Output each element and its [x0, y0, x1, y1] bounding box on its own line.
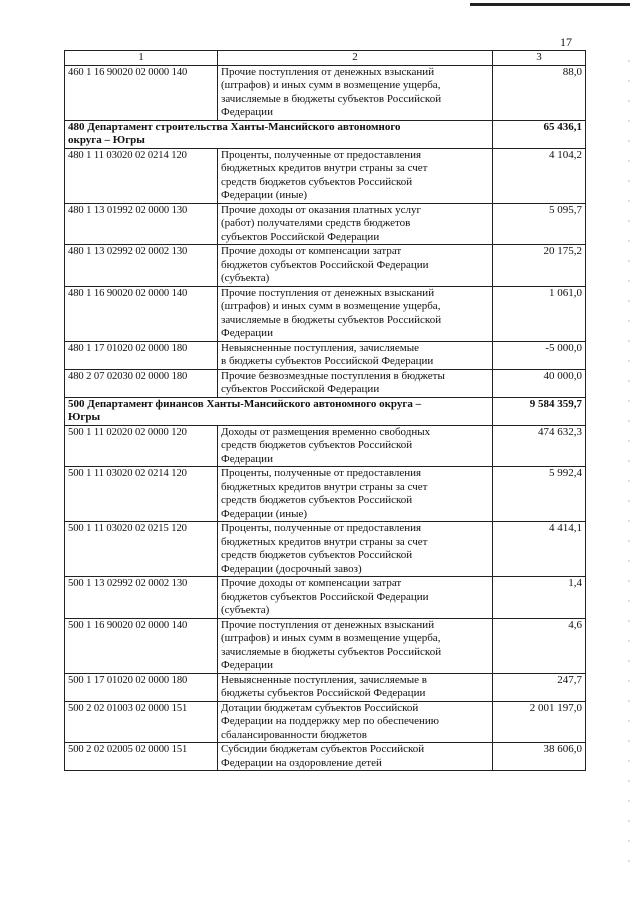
amount: 1 061,0	[493, 286, 586, 341]
table-row	[65, 286, 586, 341]
budget-code: 500 2 02 01003 02 0000 151	[65, 701, 218, 743]
header-col-3: 3	[493, 51, 586, 66]
revenue-description: Доходы от размещения временно свободных средств бюджетов субъектов Российской Федерации	[218, 425, 493, 467]
table-row	[65, 467, 586, 522]
scan-edge-marks	[628, 60, 630, 880]
budget-code: 480 1 11 03020 02 0214 120	[65, 148, 218, 203]
revenue-description: Прочие поступления от денежных взысканий (штрафов) и иных сумм в возмещение ущерба, зачисляемые в бюджеты субъектов Российской Федерации	[218, 618, 493, 673]
department-name: 500 Департамент финансов Ханты-Мансийского автономного округа – Югры	[65, 397, 493, 425]
header-col-2: 2	[218, 51, 493, 66]
revenue-description: Прочие доходы от компенсации затрат бюджетов субъектов Российской Федерации (субъекта)	[218, 577, 493, 619]
table-row	[65, 203, 586, 245]
amount: 2 001 197,0	[493, 701, 586, 743]
revenue-description: Проценты, полученные от предоставления бюджетных кредитов внутри страны за счет средств бюджетов субъектов Российской Федерации (иные)	[218, 148, 493, 203]
amount: 40 000,0	[493, 369, 586, 397]
table-row	[65, 65, 586, 120]
department-row	[65, 397, 586, 425]
amount: 38 606,0	[493, 743, 586, 771]
revenue-description: Прочие безвозмездные поступления в бюджеты субъектов Российской Федерации	[218, 369, 493, 397]
budget-revenue-table	[64, 50, 586, 771]
table-row	[65, 148, 586, 203]
table-row	[65, 673, 586, 701]
budget-code: 480 1 13 01992 02 0000 130	[65, 203, 218, 245]
table-row	[65, 245, 586, 287]
amount: 5 992,4	[493, 467, 586, 522]
amount: -5 000,0	[493, 341, 586, 369]
revenue-description: Прочие поступления от денежных взысканий (штрафов) и иных сумм в возмещение ущерба, зачисляемые в бюджеты субъектов Российской Федерации	[218, 65, 493, 120]
budget-code: 480 1 17 01020 02 0000 180	[65, 341, 218, 369]
table-row	[65, 618, 586, 673]
budget-code: 500 1 11 03020 02 0214 120	[65, 467, 218, 522]
header-col-1: 1	[65, 51, 218, 66]
revenue-description: Проценты, полученные от предоставления бюджетных кредитов внутри страны за счет средств бюджетов субъектов Российской Федерации (досрочный завоз)	[218, 522, 493, 577]
revenue-description: Проценты, полученные от предоставления бюджетных кредитов внутри страны за счет средств бюджетов субъектов Российской Федерации (иные)	[218, 467, 493, 522]
amount: 4,6	[493, 618, 586, 673]
budget-code: 500 2 02 02005 02 0000 151	[65, 743, 218, 771]
revenue-description: Прочие доходы от компенсации затрат бюджетов субъектов Российской Федерации (субъекта)	[218, 245, 493, 287]
table-row	[65, 577, 586, 619]
budget-code: 500 1 16 90020 02 0000 140	[65, 618, 218, 673]
table-row	[65, 425, 586, 467]
top-edge-rule	[470, 3, 630, 6]
amount: 20 175,2	[493, 245, 586, 287]
revenue-description: Невыясненные поступления, зачисляемые в бюджеты субъектов Российской Федерации	[218, 673, 493, 701]
budget-code: 500 1 11 02020 02 0000 120	[65, 425, 218, 467]
amount: 1,4	[493, 577, 586, 619]
amount: 5 095,7	[493, 203, 586, 245]
amount: 4 104,2	[493, 148, 586, 203]
department-row	[65, 120, 586, 148]
revenue-description: Невыясненные поступления, зачисляемые в бюджеты субъектов Российской Федерации	[218, 341, 493, 369]
revenue-description: Субсидии бюджетам субъектов Российской Федерации на оздоровление детей	[218, 743, 493, 771]
budget-code: 500 1 17 01020 02 0000 180	[65, 673, 218, 701]
table-row	[65, 701, 586, 743]
budget-code: 480 1 13 02992 02 0002 130	[65, 245, 218, 287]
department-total: 9 584 359,7	[493, 397, 586, 425]
table-row	[65, 522, 586, 577]
amount: 88,0	[493, 65, 586, 120]
amount: 4 414,1	[493, 522, 586, 577]
revenue-description: Прочие доходы от оказания платных услуг (работ) получателями средств бюджетов субъектов Российской Федерации	[218, 203, 493, 245]
page-number: 17	[560, 35, 572, 49]
table-row	[65, 743, 586, 771]
department-total: 65 436,1	[493, 120, 586, 148]
budget-code: 460 1 16 90020 02 0000 140	[65, 65, 218, 120]
table-row	[65, 369, 586, 397]
table-row	[65, 341, 586, 369]
budget-code: 480 2 07 02030 02 0000 180	[65, 369, 218, 397]
budget-code: 480 1 16 90020 02 0000 140	[65, 286, 218, 341]
amount: 247,7	[493, 673, 586, 701]
budget-code: 500 1 11 03020 02 0215 120	[65, 522, 218, 577]
budget-code: 500 1 13 02992 02 0002 130	[65, 577, 218, 619]
amount: 474 632,3	[493, 425, 586, 467]
department-name: 480 Департамент строительства Ханты-Мансийского автономного округа – Югры	[65, 120, 493, 148]
revenue-description: Дотации бюджетам субъектов Российской Федерации на поддержку мер по обеспечению сбалансированности бюджетов	[218, 701, 493, 743]
revenue-description: Прочие поступления от денежных взысканий (штрафов) и иных сумм в возмещение ущерба, зачисляемые в бюджеты субъектов Российской Федерации	[218, 286, 493, 341]
table-header-row	[65, 51, 586, 66]
